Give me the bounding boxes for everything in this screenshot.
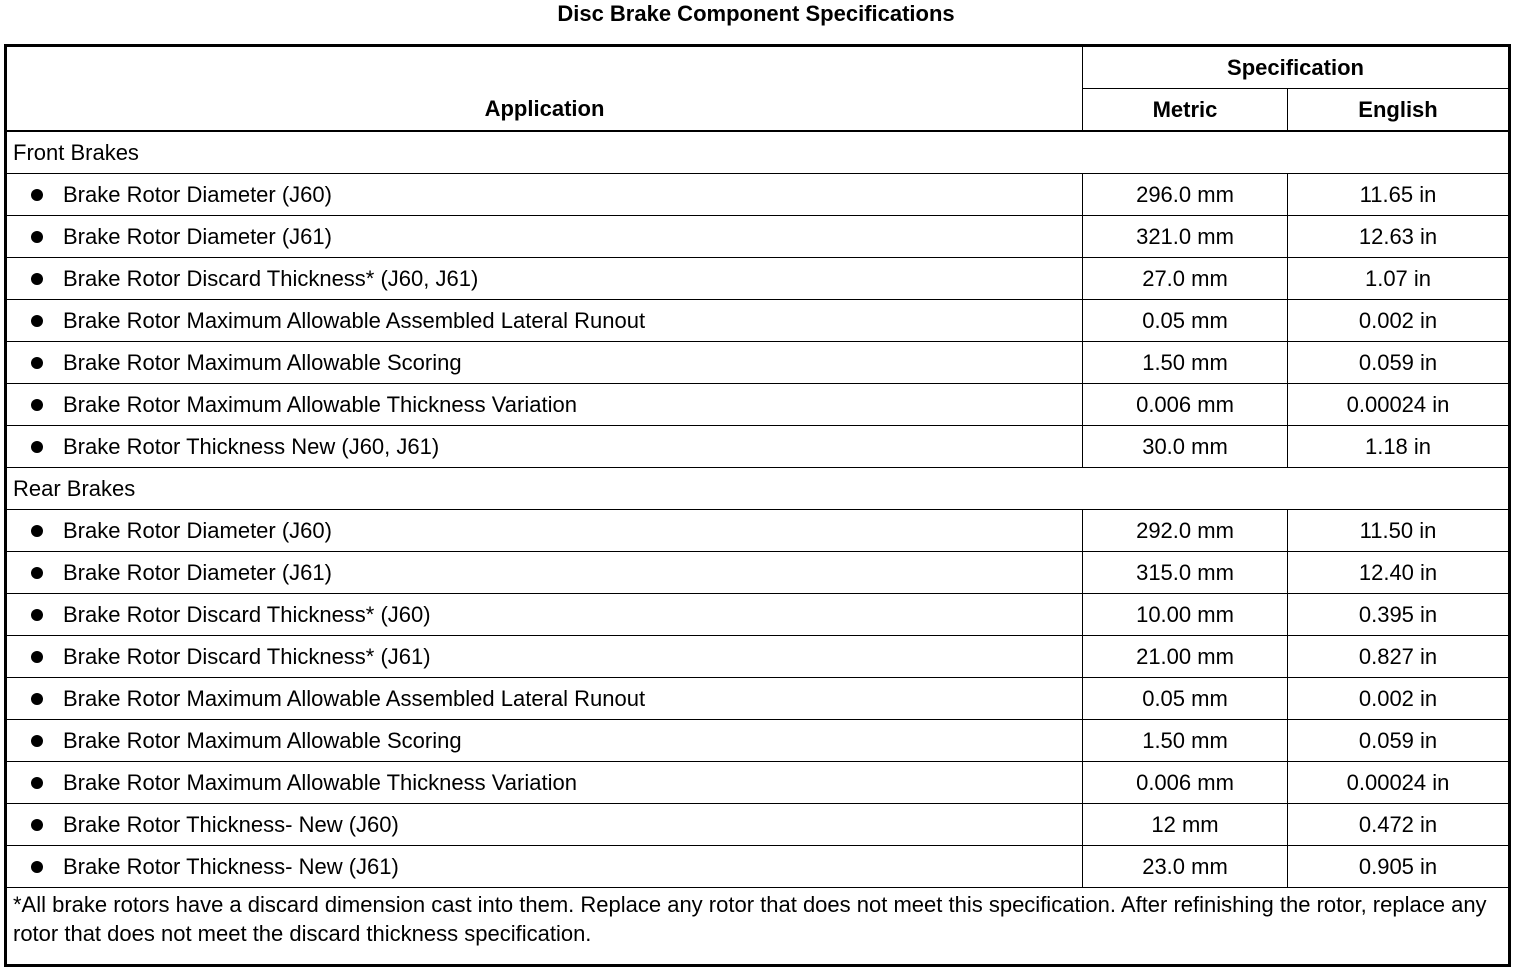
application-text: Brake Rotor Diameter (J61): [63, 223, 332, 249]
application-cell: [6, 804, 1083, 846]
english-cell: 0.472 in: [1288, 804, 1510, 846]
bullet-icon: [31, 189, 43, 201]
application-text: Brake Rotor Maximum Allowable Assembled Lateral Runout: [63, 685, 646, 711]
application-text: Brake Rotor Diameter (J60): [63, 181, 332, 207]
table-row: [6, 426, 1510, 468]
metric-cell: 1.50 mm: [1083, 720, 1288, 762]
application-cell: [6, 216, 1083, 258]
application-text: Brake Rotor Discard Thickness* (J60, J61): [63, 265, 479, 291]
metric-cell: 321.0 mm: [1083, 216, 1288, 258]
english-cell: 1.07 in: [1288, 258, 1510, 300]
metric-cell: 0.05 mm: [1083, 678, 1288, 720]
section-title: Front Brakes: [6, 131, 1510, 174]
table-row: [6, 762, 1510, 804]
bullet-icon: [31, 357, 43, 369]
application-cell: [6, 594, 1083, 636]
bullet-icon: [31, 609, 43, 621]
english-cell: 11.50 in: [1288, 510, 1510, 552]
table-row: [6, 720, 1510, 762]
application-cell: [6, 510, 1083, 552]
application-text: Brake Rotor Maximum Allowable Assembled Lateral Runout: [63, 307, 646, 333]
metric-cell: 12 mm: [1083, 804, 1288, 846]
metric-cell: 315.0 mm: [1083, 552, 1288, 594]
english-cell: 0.00024 in: [1288, 762, 1510, 804]
english-cell: 0.002 in: [1288, 678, 1510, 720]
spec-table: [4, 44, 1511, 967]
header-application: Application: [6, 46, 1083, 132]
application-cell: [6, 552, 1083, 594]
metric-cell: 30.0 mm: [1083, 426, 1288, 468]
bullet-icon: [31, 777, 43, 789]
application-cell: [6, 342, 1083, 384]
english-cell: 0.395 in: [1288, 594, 1510, 636]
english-cell: 0.002 in: [1288, 300, 1510, 342]
application-text: Brake Rotor Maximum Allowable Thickness Variation: [63, 769, 577, 795]
table-row: [6, 300, 1510, 342]
metric-cell: 0.006 mm: [1083, 762, 1288, 804]
english-cell: 12.40 in: [1288, 552, 1510, 594]
bullet-icon: [31, 651, 43, 663]
metric-cell: 1.50 mm: [1083, 342, 1288, 384]
application-text: Brake Rotor Discard Thickness* (J61): [63, 643, 431, 669]
application-cell: [6, 426, 1083, 468]
table-row: [6, 594, 1510, 636]
table-row: [6, 552, 1510, 594]
metric-cell: 292.0 mm: [1083, 510, 1288, 552]
section-row: [6, 131, 1510, 174]
application-text: Brake Rotor Diameter (J60): [63, 517, 332, 543]
table-row: [6, 678, 1510, 720]
footnote: *All brake rotors have a discard dimension cast into them. Replace any rotor that does not meet this specification. After refinishing the rotor, replace any rotor that does not meet the discard thickness specification.: [6, 888, 1510, 966]
bullet-icon: [31, 735, 43, 747]
bullet-icon: [31, 567, 43, 579]
header-english: English: [1288, 89, 1510, 132]
english-cell: 12.63 in: [1288, 216, 1510, 258]
application-cell: [6, 174, 1083, 216]
application-cell: [6, 636, 1083, 678]
table-row: [6, 804, 1510, 846]
table-row: [6, 384, 1510, 426]
application-text: Brake Rotor Diameter (J61): [63, 559, 332, 585]
header-specification: Specification: [1083, 46, 1510, 89]
application-cell: [6, 384, 1083, 426]
application-text: Brake Rotor Maximum Allowable Scoring: [63, 727, 462, 753]
english-cell: 1.18 in: [1288, 426, 1510, 468]
header-metric: Metric: [1083, 89, 1288, 132]
application-cell: [6, 762, 1083, 804]
application-cell: [6, 258, 1083, 300]
spec-table-body: [6, 131, 1510, 888]
bullet-icon: [31, 861, 43, 873]
application-cell: [6, 846, 1083, 888]
bullet-icon: [31, 819, 43, 831]
table-row: [6, 258, 1510, 300]
application-text: Brake Rotor Thickness- New (J60): [63, 811, 399, 837]
english-cell: 0.827 in: [1288, 636, 1510, 678]
page-title: Disc Brake Component Specifications: [557, 1, 955, 26]
metric-cell: 0.05 mm: [1083, 300, 1288, 342]
metric-cell: 0.006 mm: [1083, 384, 1288, 426]
application-text: Brake Rotor Thickness- New (J61): [63, 853, 399, 879]
table-row: [6, 846, 1510, 888]
application-cell: [6, 678, 1083, 720]
english-cell: 0.059 in: [1288, 720, 1510, 762]
application-text: Brake Rotor Discard Thickness* (J60): [63, 601, 431, 627]
table-row: [6, 510, 1510, 552]
application-cell: [6, 720, 1083, 762]
bullet-icon: [31, 399, 43, 411]
metric-cell: 10.00 mm: [1083, 594, 1288, 636]
english-cell: 11.65 in: [1288, 174, 1510, 216]
bullet-icon: [31, 525, 43, 537]
section-title: Rear Brakes: [6, 468, 1510, 510]
section-row: [6, 468, 1510, 510]
table-row: [6, 216, 1510, 258]
table-row: [6, 342, 1510, 384]
english-cell: 0.059 in: [1288, 342, 1510, 384]
metric-cell: 27.0 mm: [1083, 258, 1288, 300]
application-text: Brake Rotor Maximum Allowable Scoring: [63, 349, 462, 375]
bullet-icon: [31, 273, 43, 285]
bullet-icon: [31, 315, 43, 327]
table-row: [6, 636, 1510, 678]
metric-cell: 21.00 mm: [1083, 636, 1288, 678]
english-cell: 0.00024 in: [1288, 384, 1510, 426]
application-text: Brake Rotor Thickness New (J60, J61): [63, 433, 440, 459]
table-row: [6, 174, 1510, 216]
bullet-icon: [31, 693, 43, 705]
application-text: Brake Rotor Maximum Allowable Thickness Variation: [63, 391, 577, 417]
bullet-icon: [31, 231, 43, 243]
metric-cell: 296.0 mm: [1083, 174, 1288, 216]
bullet-icon: [31, 441, 43, 453]
metric-cell: 23.0 mm: [1083, 846, 1288, 888]
english-cell: 0.905 in: [1288, 846, 1510, 888]
application-cell: [6, 300, 1083, 342]
